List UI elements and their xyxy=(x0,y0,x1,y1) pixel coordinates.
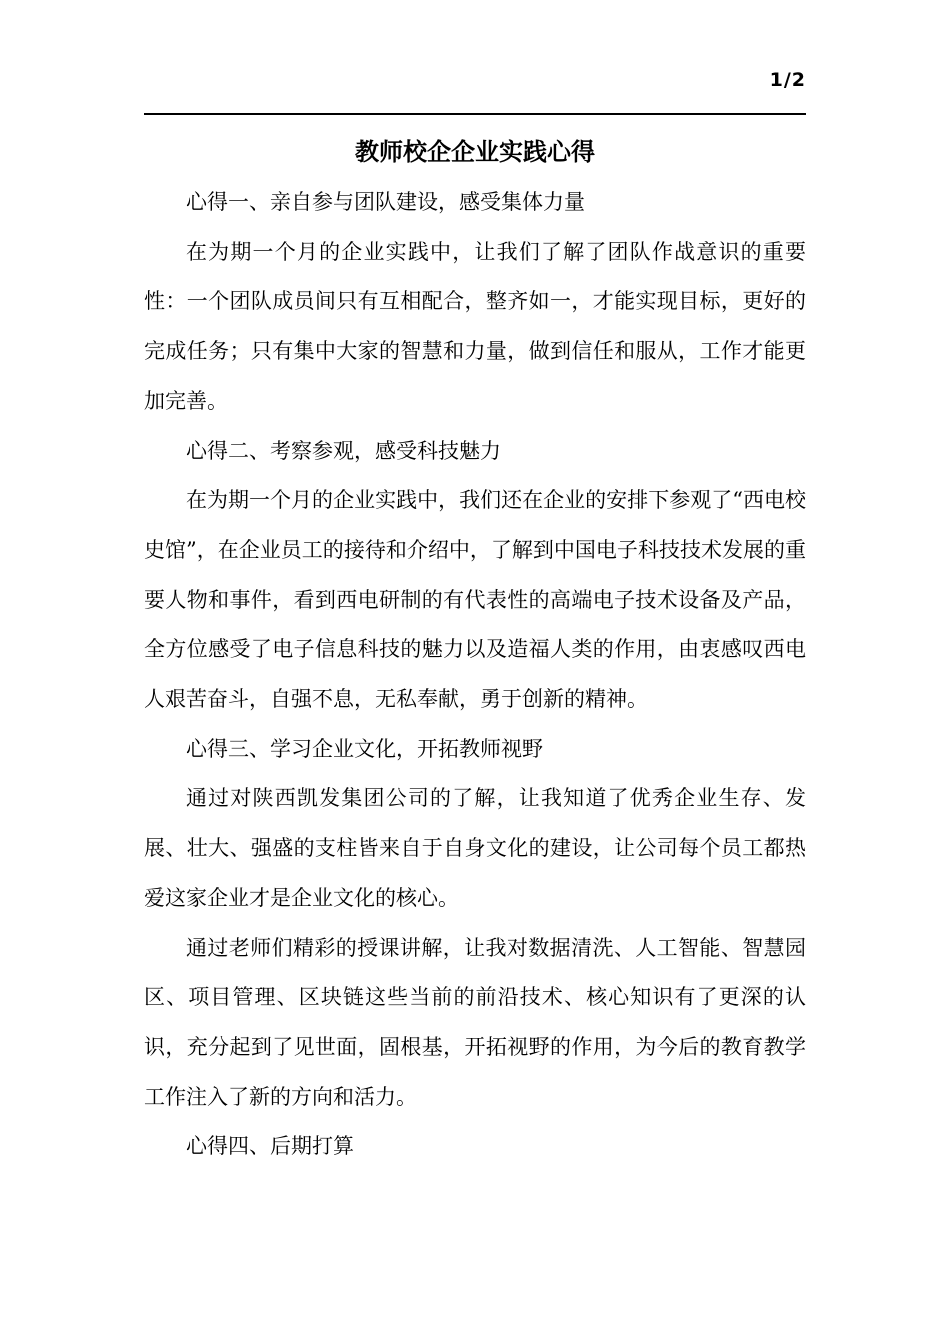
section-heading-4: 心得四、后期打算 xyxy=(186,1134,354,1159)
paragraph: 通过对陕西凯发集团公司的了解，让我知道了优秀企业生存、发展、壮大、强盛的支柱皆来自于自身文化的建设，让公司每个员工都热爱这家企业才是企业文化的核心。 xyxy=(144,786,806,910)
paragraph: 在为期一个月的企业实践中，让我们了解了团队作战意识的重要性：一个团队成员间只有互相配合，整齐如一，才能实现目标，更好的完成任务；只有集中大家的智慧和力量，做到信任和服从，工作才能更加完善。 xyxy=(144,239,806,413)
section-heading-1: 心得一、亲自参与团队建设，感受集体力量 xyxy=(186,190,585,214)
document-title: 教师校企企业实践心得 xyxy=(355,137,595,166)
paragraph: 在为期一个月的企业实践中，我们还在企业的安排下参观了“西电校史馆”，在企业员工的接待和介绍中，了解到中国电子科技技术发展的重要人物和事件，看到西电研制的有代表性的高端电子技术设备及产品，全方位感受了电子信息科技的魅力以及造福人类的作用，由衷感叹西电人艰苦奋斗，自强不息，无私奉献，勇于创新的精神。 xyxy=(144,488,806,712)
paragraph: 通过老师们精彩的授课讲解，让我对数据清洗、人工智能、智慧园区、项目管理、区块链这些当前的前沿技术、核心知识有了更深的认识，充分起到了见世面，固根基，开拓视野的作用，为今后的教育教学工作注入了新的方向和活力。 xyxy=(144,935,806,1109)
section-heading-3: 心得三、学习企业文化，开拓教师视野 xyxy=(186,736,543,761)
page-number: 1/2 xyxy=(769,69,806,91)
document-body xyxy=(144,132,806,1172)
header-divider xyxy=(144,113,806,115)
section-heading-2: 心得二、考察参观，感受科技魅力 xyxy=(186,438,501,463)
